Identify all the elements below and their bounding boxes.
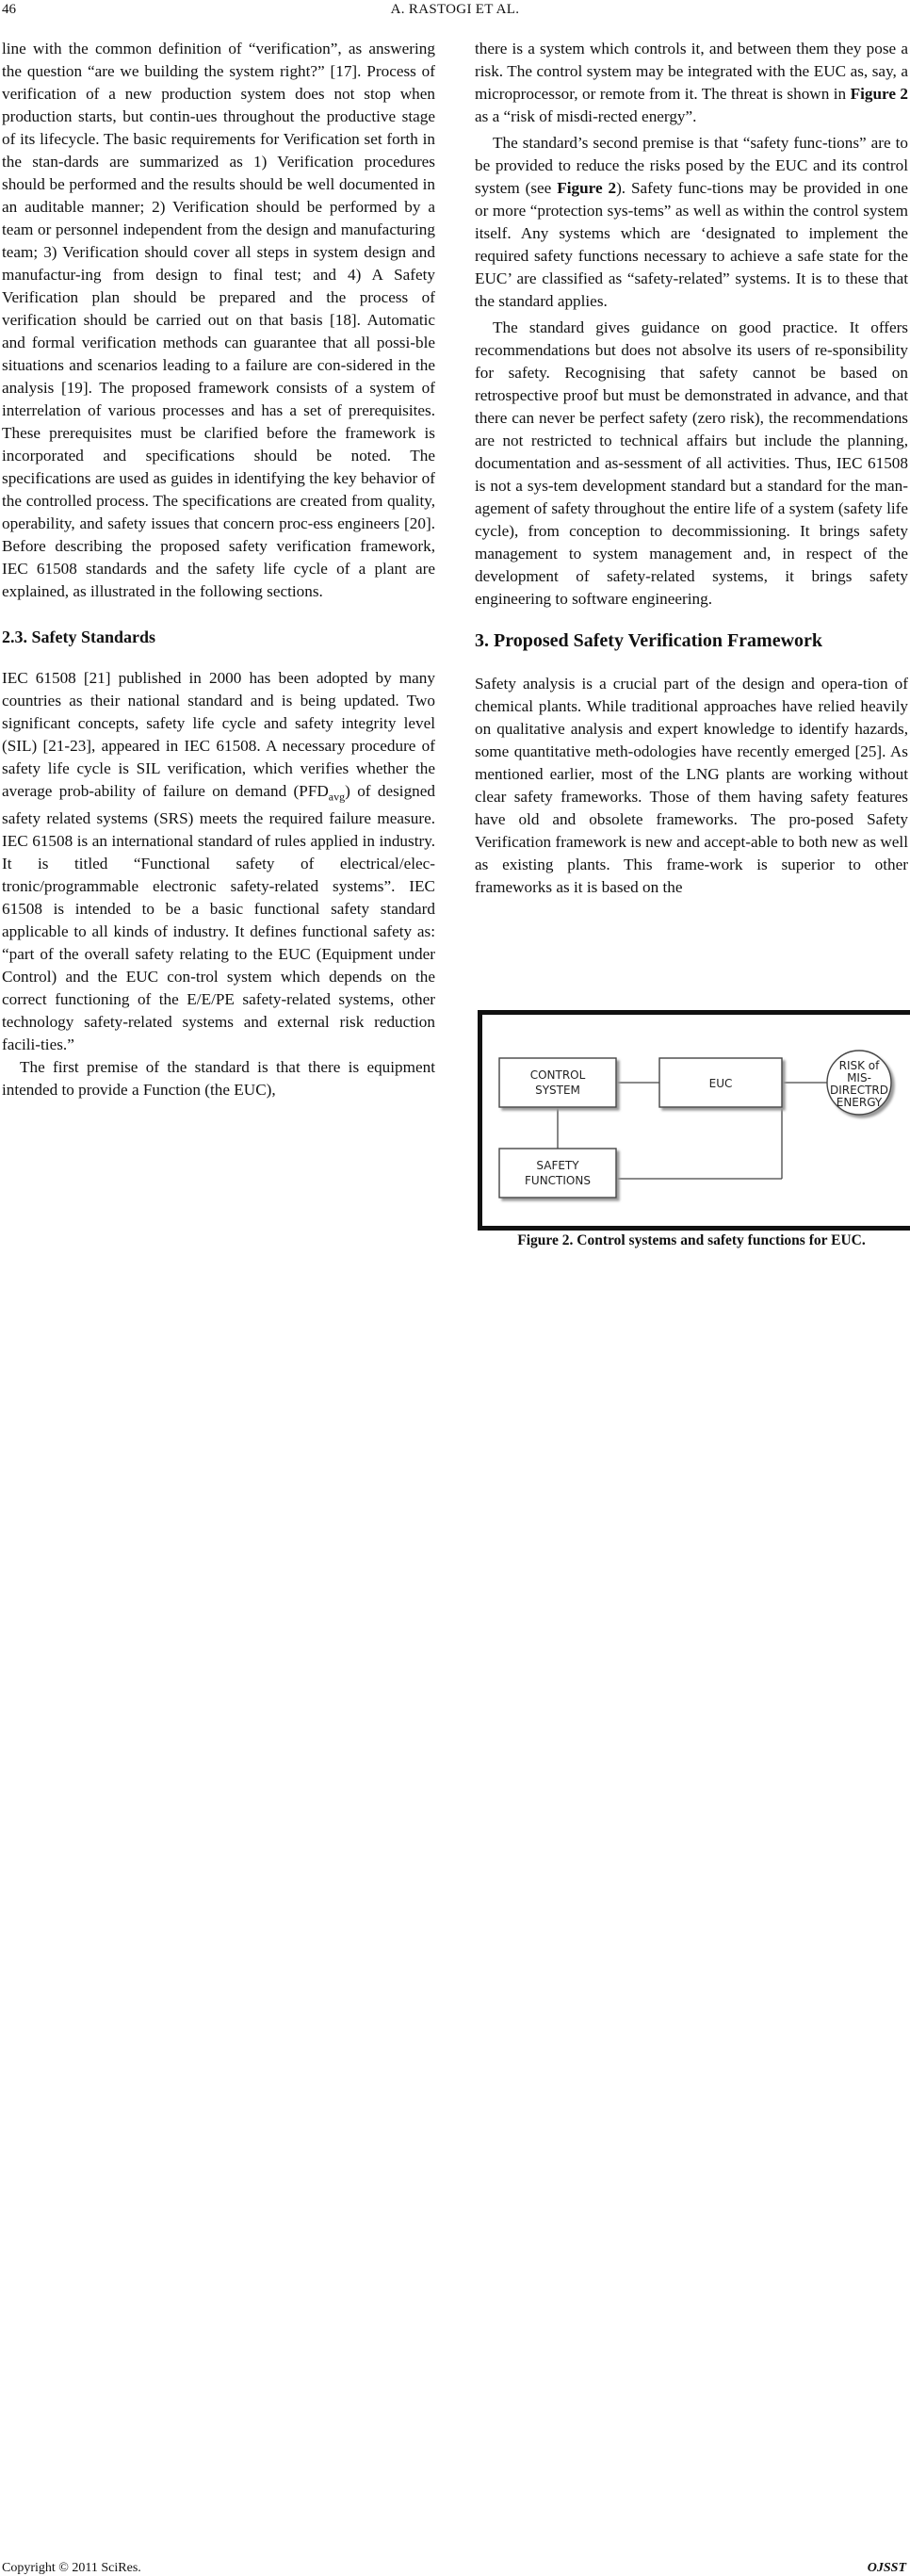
control-system-box <box>499 1058 616 1107</box>
text-run: ). Safety func-tions may be provided in one or more “protection sys-tems” as well as within the control system itself. Any systems which are ‘designated to implement the required safety functions necessary to achieve a safe state for the EUC’ are classified as “safety-related” systems. It is to these that the standard applies. <box>475 179 909 310</box>
paragraph <box>475 38 908 128</box>
text-run: as a “risk of misdi-rected energy”. <box>475 107 697 125</box>
text-run: there is a system which controls it, and between them they pose a risk. The control system may be integrated with the EUC as, say, a microprocessor, or remote from it. The threat is shown in <box>475 40 908 103</box>
risk-label-2: MIS- <box>847 1071 871 1084</box>
figure-2-diagram <box>482 1015 902 1216</box>
paragraph: line with the common definition of “verification”, as answering the question “are we building the system right?” [17]. Process of verification of a new production system does not stop when production starts, but contin-ues throughout the productive stage of its lifecycle. The basic requirements for Verification set forth in the stan-dards are summarized as 1) Verification procedures should be performed and the results should be well documented in an auditable manner; 2) Verification should be performed by a team or personnel independent from the design and manufacturing team; 3) Verification should cover all steps in system design and manufactur-ing from design to final test; and 4) A Safety Verification plan should be prepared and the process of verification should be carried out on that basis [18]. Automatic and formal verification methods can guarantee that all possi-ble situations and scenarios leading to a failure are con-sidered in the analysis [19]. The proposed framework consists of a system of interrelation of various processes and has a set of prerequisites. These prerequisites must be clarified before the framework is incorporated and specifications should be noted. The specifications are used as guides in identifying the key behavior of the controlled process. The specifications are created from quality, operability, and safety issues that concern proc-ess engineers [20]. Before describing the proposed safety verification framework, IEC 61508 standards and the safety life cycle of a plant are explained, as illustrated in the following sections. <box>2 40 435 600</box>
paragraph: The standard gives guidance on good practice. It offers recommendations but does not absolve its users of re-sponsibility for safety. Recognising that safety cannot be based on retrospective proof but must be demonstrated in advance, and that there can never be perfect safety (zero risk), the recommendations are not restricted to technical affairs but include the planning, documentation and as-sessment of all activities. Thus, IEC 61508 is not a sys-tem development standard but a standard for the man-agement of safety throughout the entire life of a system (safety life cycle), from conception to decommissioning. It brings safety management to system management and, in respect of the development of safety-related systems, it brings safety engineering to software engineering. <box>475 318 908 608</box>
page-footer <box>0 1278 910 2575</box>
safety-label-2: FUNCTIONS <box>525 1174 591 1187</box>
safety-functions-box <box>499 1149 616 1198</box>
paragraph: The first premise of the standard is that there is equipment intended to provide a Function (the EUC), <box>2 1058 435 1100</box>
risk-label-1: RISK of <box>838 1059 880 1072</box>
copyright: Copyright © 2011 SciRes. <box>2 2561 141 2575</box>
paragraph: Safety analysis is a crucial part of the design and opera-tion of chemical plants. While traditional approaches have relied heavily on qualitative analysis and expert knowledge to identify hazards, some quantitative meth-odologies have recently emerged [25]. As mentioned earlier, most of the LNG plants are working without clear safety frameworks. Those of them having safety features have old and obsolete frameworks. The pro-posed Safety Verification framework is new and accept-able to both new as well as existing plants. This frame-work is superior to other frameworks as it is based on the <box>475 675 908 896</box>
risk-label-4: ENERGY <box>836 1096 883 1109</box>
figure-reference: Figure 2 <box>557 179 617 197</box>
safety-label-1: SAFETY <box>536 1159 579 1172</box>
section-heading-proposed-framework: 3. Proposed Safety Verification Framework <box>475 630 823 651</box>
text-run: The standard’s second premise is that “safety func-tions” are to be provided to reduce the risks posed by the EUC and its control system (see <box>475 134 908 197</box>
control-system-label-2: SYSTEM <box>535 1084 580 1097</box>
page-number: 46 <box>2 2 16 17</box>
figure-2 <box>478 1010 910 1231</box>
subscript: avg <box>328 790 346 804</box>
page-header <box>0 0 910 23</box>
right-column <box>475 38 908 899</box>
figure-reference: Figure 2 <box>850 85 909 103</box>
control-system-label-1: CONTROL <box>529 1068 586 1082</box>
journal-name: OJSST <box>867 2561 906 2575</box>
text-run: ) of designed safety related systems (SRS) meets the required failure measure. IEC 61508 is an international standard of rules applied in industry. It is titled “Functional safety of electrical/elec-tronic/programmable electronic safety-related systems”. IEC 61508 is intended to be a basic functional safety standard applicable to all kinds of industry. It defines functional safety as: “part of the overall safety relating to the EUC (Equipment under Control) and the EUC con-trol system which depends on the correct functioning of the E/E/PE safety-related systems, other technology safety-related systems and external risk reduction facili-ties.” <box>2 782 435 1054</box>
section-heading-safety-standards: 2.3. Safety Standards <box>2 628 156 646</box>
euc-label: EUC <box>708 1077 733 1090</box>
running-head: A. RASTOGI ET AL. <box>390 2 520 17</box>
paragraph <box>475 132 908 313</box>
text-run: IEC 61508 [21] published in 2000 has been adopted by many countries as their national standard and is being updated. Two significant concepts, safety life cycle and safety integrity level (SIL) [21-23], appeared in IEC 61508. A necessary procedure of safety life cycle is SIL verification, which verifies whether the average prob-ability of failure on demand (PFD <box>2 669 435 800</box>
paragraph <box>2 667 435 1056</box>
figure-caption: Figure 2. Control systems and safety functions for EUC. <box>517 1232 866 1248</box>
left-column <box>2 38 435 1101</box>
risk-label-3: DIRECTRD <box>830 1084 888 1097</box>
